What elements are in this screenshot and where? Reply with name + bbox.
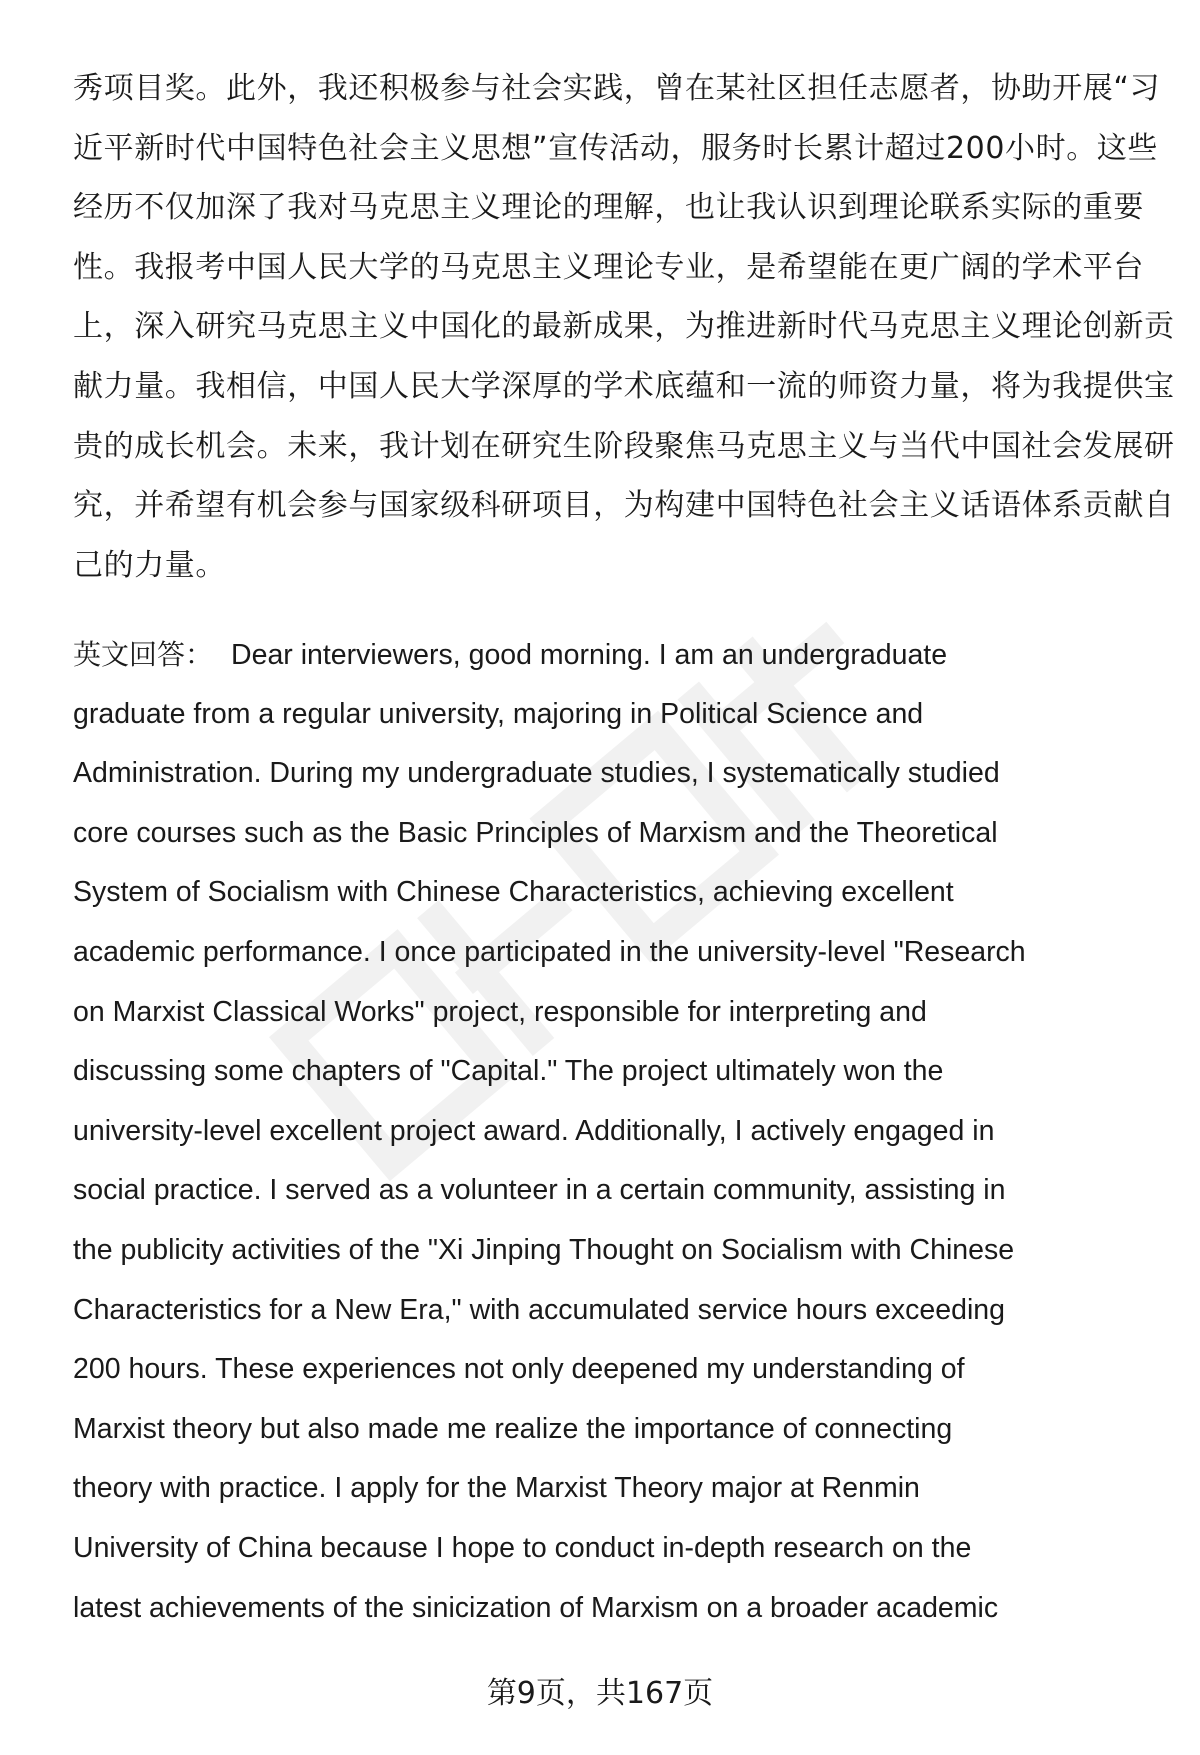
text-line: 近平新时代中国特色社会主义思想”宣传活动，服务时长累计超过200小时。这些 <box>73 130 1159 166</box>
text-line: 经历不仅加深了我对马克思主义理论的理解，也让我认识到理论联系实际的重要 <box>73 190 1144 226</box>
text-line: Administration. During my undergraduate studies, I systematically studied <box>73 757 1000 790</box>
text-line: graduate from a regular university, majoring in Political Science and <box>73 697 924 730</box>
text-line: latest achievements of the sinicization of Marxism on a broader academic <box>73 1591 999 1624</box>
text-line: 贵的成长机会。未来，我计划在研究生阶段聚焦马克思主义与当代中国社会发展研 <box>73 428 1175 464</box>
page-indicator: 第9页，共167页 <box>486 1676 714 1711</box>
text-line: theory with practice. I apply for the Marxist Theory major at Renmin <box>73 1472 920 1505</box>
text-line <box>73 625 1153 685</box>
text-line: on Marxist Classical Works" project, responsible for interpreting and <box>73 995 927 1028</box>
text-line: discussing some chapters of "Capital." The project ultimately won the <box>73 1055 944 1088</box>
english-answer-label: 英文回答： <box>73 638 214 671</box>
text-line: Characteristics for a New Era," with accumulated service hours exceeding <box>73 1293 1006 1326</box>
text-line: core courses such as the Basic Principles of Marxism and the Theoretical <box>73 816 998 849</box>
text-line: academic performance. I once participated in the university-level "Research <box>73 935 1026 968</box>
text-line-content: Dear interviewers, good morning. I am an undergraduate <box>231 639 948 671</box>
text-line: 上，深入研究马克思主义中国化的最新成果，为推进新时代马克思主义理论创新贡 <box>73 309 1175 345</box>
text-line: Marxist theory but also made me realize the importance of connecting <box>73 1412 953 1445</box>
text-line: 秀项目奖。此外，我还积极参与社会实践，曾在某社区担任志愿者，协助开展“习 <box>73 71 1161 106</box>
text-line: 200 hours. These experiences not only deepened my understanding of <box>73 1353 965 1386</box>
text-line: university-level excellent project award. Additionally, I actively engaged in <box>73 1114 995 1147</box>
text-line: 性。我报考中国人民大学的马克思主义理论专业，是希望能在更广阔的学术平台 <box>73 249 1144 285</box>
text-line: System of Socialism with Chinese Characteristics, achieving excellent <box>73 876 954 909</box>
text-line: 献力量。我相信，中国人民大学深厚的学术底蕴和一流的师资力量，将为我提供宝 <box>73 368 1175 404</box>
text-line: 究，并希望有机会参与国家级科研项目，为构建中国特色社会主义话语体系贡献自 <box>73 488 1175 524</box>
text-line: social practice. I served as a volunteer in a certain community, assisting in <box>73 1174 1006 1207</box>
text-line: University of China because I hope to conduct in-depth research on the <box>73 1531 972 1564</box>
text-line: 己的力量。 <box>73 547 226 583</box>
english-answer <box>73 625 1153 1638</box>
text-line: the publicity activities of the "Xi Jinping Thought on Socialism with Chinese <box>73 1233 1015 1266</box>
chinese-paragraph <box>73 59 1175 595</box>
